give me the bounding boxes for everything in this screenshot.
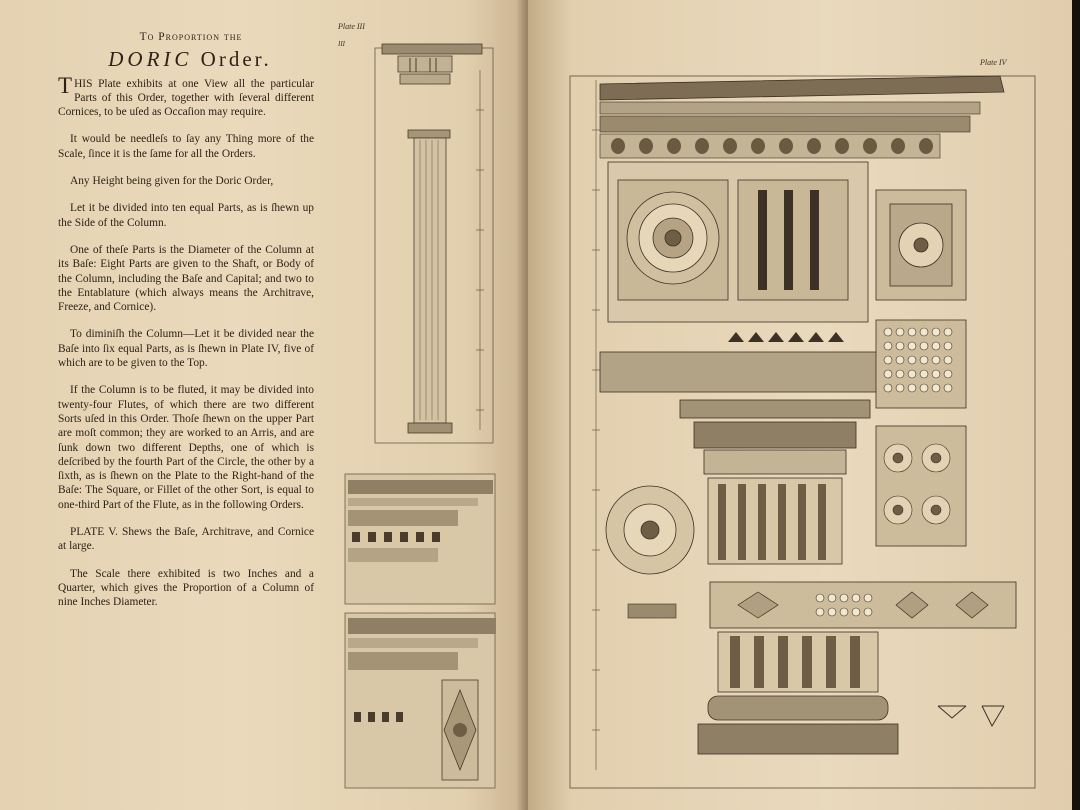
paragraph-3: Any Height being given for the Doric Order, — [70, 175, 274, 188]
paragraph-6: To diminiſh the Column—Let it be divided near the Baſe into ſix equal Parts, as is ſhewn in Plate IV, five of which are to be given to the Top. — [58, 328, 314, 370]
plate3-cornice-details — [340, 468, 510, 798]
plate4-guttae — [728, 332, 844, 342]
plate4-torus — [708, 696, 888, 720]
left-page — [0, 0, 528, 810]
plate4-echinus — [694, 422, 856, 448]
plate3-column-figure — [330, 30, 520, 450]
paragraph-2: It would be needleſs to ſay any Thing more of the Scale, ſince it is the ſame for all the Orders. — [58, 133, 314, 160]
plate4-architrave — [600, 352, 900, 392]
right-page — [528, 0, 1073, 810]
page-edge-shadow — [1072, 0, 1080, 810]
plate4-left-rosette — [606, 486, 694, 574]
paragraph-9: The Scale there exhibited is two Inches and a Quarter, which gives the Proportion of a Column of nine Inches Diameter. — [58, 567, 314, 609]
heading-top: To Proportion the — [139, 31, 243, 43]
paragraph-1-text: HIS Plate exhibits at one View all the particular Parts of this Order, together with ſeveral different Cornices, to be uſed as Occaſion may require. — [58, 77, 314, 119]
plate4-rosette — [627, 192, 719, 284]
paragraph-4: Let it be divided into ten equal Parts, as is ſhewn up the Side of the Column. — [58, 202, 314, 229]
paragraph-1 — [58, 72, 314, 120]
plate4-plinth — [698, 724, 898, 754]
text-column — [58, 30, 314, 623]
plate4-flute-profiles — [938, 706, 1004, 726]
plate4-profile-fragment — [628, 604, 676, 618]
plate3-frieze — [398, 56, 452, 72]
plate4-label: Plate IV — [980, 58, 1007, 67]
paragraph-5: One of theſe Parts is the Diameter of the Column at its Baſe: Eight Parts are given to the Shaft, or Body of the Column, including the Baſe and Capital; and two to the Entablature (which always means the Architrave, Freeze, and Cornice). — [58, 243, 314, 314]
paragraph-7: If the Column is to be fluted, it may be divided into twenty-four Flutes, of which there are two different Sorts uſed in this Order. Thoſe ſhewn on the upper Part are moſt common; they are worked to an Arris, and are ſunk down two different Depths, one of which is deſcribed by the fourth Part of the Circle, the other by a ſixth, as is ſhewn on the Plate to the Right-hand of the Baſe: The Square, or Fillet of the other Sort, is equal to one-third Part of the Flute, as in the following Orders. — [58, 384, 314, 511]
plate3-architrave — [400, 74, 450, 84]
plate3-shaft — [414, 138, 446, 423]
plate4-cornice-top — [600, 76, 1004, 100]
dropcap: T — [58, 72, 73, 98]
plate3-scale — [476, 70, 484, 430]
plate4-abacus — [680, 400, 870, 418]
plate3-cornice — [382, 44, 482, 54]
plate3-capital — [408, 130, 450, 138]
plate4-side-panels — [876, 190, 966, 546]
plate3-label: Plate III — [338, 22, 365, 31]
heading-main-doric: DORIC — [108, 47, 193, 72]
paragraph-8: PLATE V. Shews the Baſe, Architrave, and Cornice at large. — [58, 526, 314, 553]
heading-main — [66, 47, 314, 72]
plate4-necking — [704, 450, 846, 474]
heading-main-order: Order. — [200, 47, 272, 72]
plate4-scale-ticks — [592, 80, 600, 770]
plate4-figure — [568, 70, 1038, 790]
plate3-base — [408, 423, 452, 433]
plate3-sub: III — [338, 40, 345, 48]
